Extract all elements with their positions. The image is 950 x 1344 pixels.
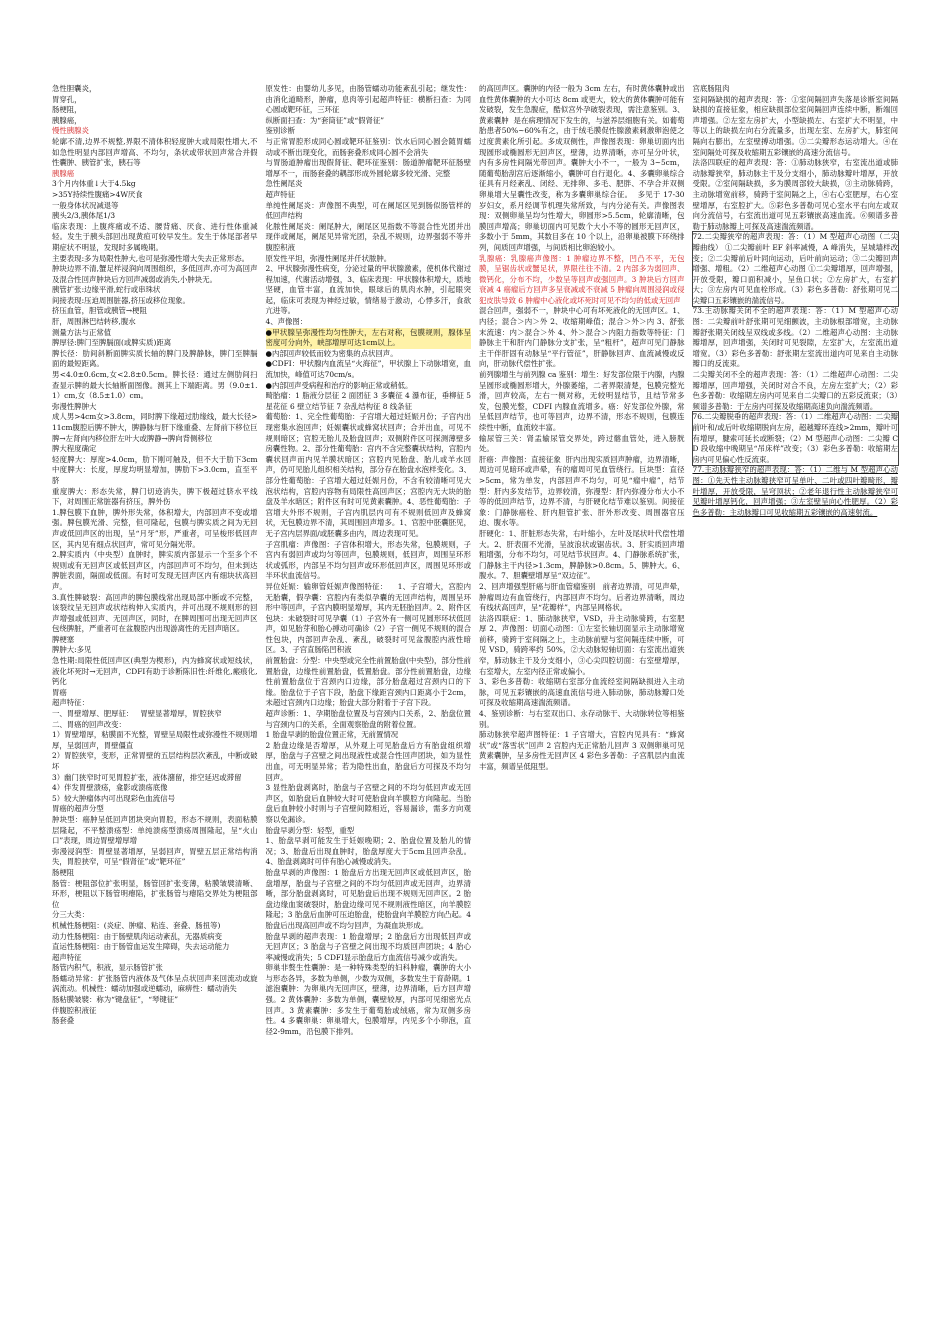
paragraph: 子宫肌瘤：声像图：子宫体积增大，形态失常，包膜规则，子宫内有弱回声或均匀等回声，包膜规则，低回声，周围呈环形状或弧形，内部呈不均匀回声或环形低回声区，周围见环形或半环状血流信号。 — [265, 539, 471, 581]
paragraph: 肠管内积气，积液，显示肠管扩张 — [52, 963, 163, 973]
paragraph: 超声诊断：1、孕期胎盘位置及与宫颈内口关系，2、胎盘位置与宫颈内口的关系，全面观察胎盘的附着位置。 — [265, 709, 471, 729]
paragraph: 胃穿孔， — [52, 94, 82, 104]
paragraph: 前列腺增生与前列腺 ca 鉴别：增生：好发部位限于内腺，内腺呈圆形或椭圆形增大，外腺萎缩，二者界限清楚，包膜完整光滑，回声较高，左右一侧对称，无较明显结节，且结节常多发，包膜光整，CDFI 内腺血流增多。癌：好发部位外腺，常呈低回声结节，也可等回声，边界不清，形态不规则，包膜连续性中断，血流较丰富。 — [479, 370, 685, 432]
paragraph: 1 胎盘早剥的胎盘位置正常，无前置情况 — [265, 730, 399, 740]
paragraph: 脾厚径:脾门至脾膈面(或脾实质)距离 — [52, 338, 172, 348]
paragraph: 肠梗阻， — [52, 105, 82, 115]
paragraph: 间接表现:压迫周围脏器,挤压或移位现象。 — [52, 295, 190, 305]
paragraph: 测量方法与正常值 — [52, 327, 112, 337]
paragraph: 脾梗塞 — [52, 634, 75, 644]
document-page — [52, 84, 898, 1264]
paragraph: 肝硬化：1、肝脏形态失常，右叶缩小，左叶及尾状叶代偿性增大。2、肝表面不光滑，呈波浪状或锯齿状。3、肝实质回声增粗增强，分布不均匀，可见结节状回声。4、门静脉系统扩张，门静脉主干内径>1.3cm，脾静脉>0.8cm。5、脾肿大。6、腹水。7、胆囊壁增厚呈“双边征”。 — [479, 528, 685, 581]
paragraph: 乳腺癌：乳腺癌声像图：1 肿瘤边界不整，凹凸不平，无包膜，呈锯齿状或蟹足状，界限往往不清。2 内部多为弱回声、微钙化，分布不均，少数呈等回声或强回声。3 肿块后方回声衰减 4 癌瘤后方回声多呈衰减或不衰减 5 肿瘤向周围浸润或侵犯皮肤导致 6 肿瘤中心液化或坏死时可见不均匀的低或无回声 — [479, 253, 685, 305]
paragraph: 室间隔缺损的超声表现：答：①室间隔回声失落是诊断室间隔缺损的直接征象，相应缺损部位室间隔回声连续中断，断端回声增强。②左室左房扩大，小型缺损左、右室扩大不明显，中等以上的缺损左向右分流量多，出现左室、左房扩大，肺室间隔向右膨出，左室壁搏动增强。③二尖瓣形态运动增大。④在室间隔处可探及收缩期五彩镶嵌的高速分流信号。 — [692, 94, 898, 157]
paragraph: 胰腺癌， — [52, 115, 82, 125]
paragraph: 轻度脾大：厚度>4.0cm，肋下刚可触及，但不大于肋下3cm中度脾大：长度，厚度均明显增加，脾肋下>3.0cm，直至平脐 — [52, 454, 258, 485]
paragraph: 4、声像图： — [265, 317, 308, 327]
paragraph: 脾肿大:多见 — [52, 645, 92, 655]
paragraph: 与胃肠道肿瘤出现假肾征、靶环征鉴别：肠道肿瘤靶环征肠壁增厚不一，而肠套叠的耦部形成外圆轮廓多较光滑、完整 — [265, 158, 471, 178]
paragraph: 法洛四联症的超声表现：答：①肺动脉狭窄，右室流出道或肺动脉瓣狭窄，肺动脉主干及分支细小，肺动脉瓣叶增厚，开放受限。②室间隔缺损，多为膜周部较大缺损，③主动脉骑跨，主动脉增宽前移，骑跨于室间隔之上，④右心室肥厚，右心室壁增厚，右室腔扩大。⑤彩色多普勒可见心室水平右向左或双向分流信号，右室流出道可见五彩镶嵌高速血流。⑥频谱多普勒于肺动脉瓣上可探及高速湍流频谱。 — [692, 158, 898, 231]
paragraph: 分三大类： — [52, 910, 89, 920]
paragraph: 慢性胰腺炎 — [52, 126, 89, 136]
paragraph: 2.脾实质内（中央型）血肿时，脾实质内部显示一个至多个不规则或有无回声区或低回声区，内部回声可不均匀，但未到达脾脏表面，隔面或低面。有时可发现无回声区内有细块状高回声。 — [52, 550, 258, 591]
paragraph: >35Y持续性腹痛>4W厌食 — [52, 189, 143, 199]
paragraph: 急性胆囊炎， — [52, 84, 97, 93]
paragraph: 肺动脉狭窄超声图特征：1 子宫增大，宫腔内见具有：“蜂窝状”或“落雪状”回声 2 宫腔内无正常胎儿回声 3 双侧卵巢可见黄素囊肿，呈多房性无回声区 4 彩色多普勒：子宫肌层内血流丰富，频谱呈低阻型。 — [479, 730, 685, 771]
paragraph: 胰管扩张:边缘平滑,蛇行或串珠状 — [52, 285, 161, 295]
text-column-3 — [479, 84, 685, 1264]
paragraph: 肠粘膜皱襞：称为“键盘征”，“琴键征” — [52, 995, 178, 1005]
paragraph: 单纯性阑尾炎：声像图不典型，可在阑尾区见到肠似肠管样的低回声结构 — [265, 200, 471, 221]
paragraph: 的高回声区。囊肿的内径一般为 3cm 左右，有时黄体囊肿或出血性黄体囊肿的大小可达 8cm 或更大，较大的黄体囊肿可能有发破裂，发生急腹症，酷似宫外孕破裂表现，需注意鉴别。3、黄素囊肿 是在病理情况下发生的，与滋养层细胞有关。如葡萄胎患者50%~60%有之，由于绒毛膜促性腺激素刺激卵泡使之过度黄素化所引起。多成双侧性，声像图表现：卵巢切面内出现圆形或椭圆形无回声区，壁薄，边界清晰，亦可呈分叶状，内有多房性间隔光带回声。囊肿大小不一，一般为 3~5cm，随葡萄胎刮宫后逐渐缩小，囊肿可自行退化。4、多囊卵巢综合征具有月经紊乱、闭经、无排卵、多毛、肥胖、不孕合并双侧卵巢增大呈囊性改变，称为多囊卵巢综合征。 多见于 17-30 岁妇女，系月经调节机理失常所致，与内分泌有关。声像图表现：双侧卵巢呈均匀性增大，卵圆形>5.5cm，轮廓清晰，包膜回声增高；卵巢切面内可见数个大小不等的圆形无回声区，多数小于 5mm，其数目多在 10 个以上，沿卵巢被膜下环绕排列，间质回声增强，与间质相比卵泡较小。 — [479, 84, 687, 252]
paragraph: 胰头2/3,胰体尾1/3 — [52, 211, 116, 221]
paragraph: 4）伴发胃壁溃疡，龛影或溃疡底像 — [52, 783, 168, 793]
paragraph: 主要表现:多为局限性肿大,也可是弥漫性增大失去正常形态。 — [52, 253, 249, 263]
paragraph: 伴腹腔积液征 — [52, 1005, 97, 1015]
paragraph: 1、胎盘早剥可能发生于妊娠晚期；2、胎盘位置及胎儿的情况；3、胎盘后出现血肿时，胎盘厚度大于5cm且回声杂乱。4、胎盘剥离时可伴有胎心减慢或消失。 — [265, 836, 471, 867]
paragraph: 3.真性脾破裂：高回声的脾包膜线常出现局部中断或不完整，该裂纹呈无回声或状结构伸入实质内，并可出现不规则形的回声增强或低回声、无回声区，同时，在脾周围可出现无回声区包绕脾脏，严重者可在盆腹腔内出现游离性的无回声暗区。 — [52, 592, 258, 634]
paragraph: 3个月内体重↓大于4.5kg — [52, 179, 136, 189]
paragraph: 异位妊娠：输卵管妊娠声像图特征： 1、子宫增大，宫腔内无胎囊，假孕囊：宫腔内有类似孕囊的无回声结构，周围呈环形中等回声，子宫内膜明显增厚，其内无胚胎回声。2、附件区包块：未破裂时可见孕囊（1）子宫外有一侧可见圆形环状低回声，如见胎芽和胎心搏动可确诊（2）子宫一侧见不规则的混合性包块，内部回声杂乱、紊乱，破裂时可见盆腹腔内液性暗区。3、子宫直肠陷凹积液 — [265, 581, 471, 655]
paragraph: 2、回声增强型肝癌与肝血管瘤鉴别 前者边界清，可见声晕，肿瘤周边有血管绕行，内部回声不均匀。后者边界清晰，周边有线状高回声，呈“花瓣样”，内部呈网格状。 — [479, 581, 685, 613]
paragraph: 3）幽门狭窄时可见胃腔扩张，液体潴留，排空延迟或滞留 — [52, 772, 242, 782]
paragraph: 肠蠕动异常：扩张肠管内液体及气体呈点状回声来回流动或旋涡流动。机械性：蠕动加强或逆蠕动，麻痹性：蠕动消失 — [52, 973, 258, 994]
paragraph: 脾大程度确定 — [52, 444, 97, 454]
paragraph: 胰腺癌 — [52, 168, 75, 178]
paragraph: 挤压血管，胆管或胰管→梗阻 — [52, 306, 147, 316]
paragraph: 胃癌 — [52, 687, 67, 697]
paragraph: 肠套叠 — [52, 1016, 75, 1026]
paragraph: 一、胃壁增厚、肥厚征： 胃壁显著增厚，胃腔狭窄 — [52, 709, 222, 719]
paragraph: 男<4.0±0.6cm,女<2.8±0.5cm。脾长径：通过左侧肋间扫查显示脾的最大长轴断面图像。测其上下端距离。男（9.0±1.1）cm,女（8.5±1.0）cm。 — [52, 370, 258, 401]
paragraph: 肝，周围淋巴结转移,腹水 — [52, 317, 136, 327]
paragraph: 超声特征： — [52, 698, 89, 708]
paragraph: ●CDFI：甲状腺内血流呈“火海征”，甲状腺上下动脉增宽，血流加快，峰值可达70cm/s。 — [265, 359, 471, 380]
paragraph: 超声特征 — [265, 189, 296, 199]
paragraph: 胎盘早剥分型：轻型，重型 — [265, 825, 355, 835]
text-column-1 — [52, 84, 258, 1264]
paragraph: 二尖瓣关闭不全的超声表现：答：（1）二维超声心动图：二尖瓣增厚，回声增强，关闭时对合不良，左房左室扩大；（2）彩色多普勒：收缩期左房内可见来自二尖瓣口的五彩反流束；（3）频谱多普勒：于左房内可探及收缩期高速负向湍流频谱。 — [692, 370, 898, 411]
paragraph: 宫底肠阻肉 — [692, 84, 730, 93]
paragraph: 重度脾大：形态失常，脾门切迹消失，脾下极超过脐水平线下，对周围正常脏器有挤压，脾外伤 — [52, 486, 258, 507]
paragraph: 直运性肠梗阻：由于肠管血运发生障碍，失去运动能力 — [52, 942, 230, 952]
paragraph: ●甲状腺呈弥漫性均匀性肿大，左右对称，包膜规则，腺体呈密度可分向外，峡部增厚可达1cm以上。 — [265, 327, 471, 348]
paragraph: ●内部回声较低而较为密集的点状回声。 — [265, 348, 398, 358]
paragraph: 1）胃壁增厚，粘膜面不光整，胃壁呈局限性或弥漫性不规则增厚，呈弱回声，胃壁僵直 — [52, 730, 258, 750]
paragraph: 纵断面扫查：为“套筒征”或“假肾征” — [265, 115, 385, 125]
text-column-2 — [266, 84, 472, 1264]
paragraph: 临床表现：上腹疼痛或不适、腰背痛、厌食、进行性体重减轻。发生于胰头部回出现黄疸可较早发生。发生于体尾部者早期症状不明显，发现时多属晚期。 — [52, 221, 258, 252]
paragraph: 急性期:局限性低回声区(典型为楔形)，内为蜂窝状或短线状，液化坏死时→无回声，CDFI有助于诊断陈旧性:纤维化,瘢痕化,钙化 — [52, 656, 258, 687]
paragraph: 76.二尖瓣脱垂的超声表现：答：（1）二维超声心动图：二尖瓣前叶和/或后叶收缩期脱向左房，超越瓣环连线>2mm，瓣叶可有增厚，腱索可延长或断裂；（2）M 型超声心动图：二尖瓣 CD 段收缩中晚期呈“吊床样”改变；（3）彩色多普勒：收缩期左房内可见偏心性反流束。 — [692, 412, 898, 464]
paragraph: 法洛四联症：1、肺动脉狭窄，VSD，升主动脉骑跨，右室肥厚 2、声像图：切面心动图：①左室长轴切面显示主动脉增宽前移，骑跨于室间隔之上，主动脉前壁与室间隔连续中断，可见 VSD，骑跨率约 50%，②大动脉短轴切面：右室流出道狭窄，肺动脉主干及分支细小，③心尖四腔切面：右室壁增厚，右室增大，左室内径正常或偏小。 — [479, 613, 685, 676]
paragraph: 与正常胃腔形成同心圆或靶环征鉴别：饮水后同心圆会随胃蠕动或不断出现变化，而肠套叠形成同心圆不会消失 — [265, 136, 471, 157]
paragraph: 卵巢非赘生性囊肿：是一种特殊类型的妇科肿瘤，囊肿的大小与形态各异，多数为单侧，少数为双侧，多数发生于育龄期。1 滤泡囊肿：为卵巢内无回声区，壁薄，边界清晰，后方回声增强。2 黄体囊肿：多数为单侧，囊壁较厚，内部可见细密光点回声。3 黄素囊肿：多发生于葡萄胎或绒癌，常为双侧多房性。4 多囊卵巢：卵巢增大，包膜增厚，内见多个小卵泡，直径2-9mm，沿包膜下排列。 — [265, 963, 474, 1036]
paragraph: 2、甲状腺弥漫性病变，分泌过量的甲状腺激素，使机体代谢过程加速，代谢活动增强，3、临床表现：甲状腺体积增大，质地坚硬，血管丰富，血流加快，眼球后的肌肉水肿，引起眼突起，临床可表现为神经过敏，情绪易于激动，心悸多汗，食欲亢进等。 — [265, 264, 471, 316]
paragraph: 3、彩色多普勒：收缩期右室部分血流经室间隔缺损进入主动脉，可见五彩镶嵌的高速血流信号进入肺动脉，肺动脉瓣口处可探及收缩期高速湍流频谱。 — [479, 677, 685, 708]
paragraph: 胎盘早剥的声像图：1 胎盘后方出现无回声区或低回声区，胎盘增厚，胎盘与子宫壁之间的不均匀低回声或无回声，边界清晰，部分胎盘剥离时，可见胎盘后出现不规则无回声区。2 胎盘边缘血窦破裂时，胎盘边缘可见不规则液性暗区，向羊膜腔隆起；3 胎盘后血肿可压迫胎盘，使胎盘向羊膜腔方向凸起。4 胎盘后出现高回声或不均匀回声，为凝血块形成。 — [265, 867, 474, 930]
paragraph: 葡萄胎：1、完全性葡萄胎：子宫增大超过妊娠月份；子宫内出现密集水泡回声；妊娠囊状或蜂窝状回声；合并出血，可见不规则暗区；宫腔无胎儿及胎盘回声；双侧附件区可探测薄壁多房囊性物。2、部分性葡萄胎：宫内不含完整囊状结构，宫腔内囊状回声而内见羊膜状暗区；宫腔内见胎盘、胎儿或羊水回声，仍可见胎儿组织相关结构，部分存在胎盘水泡样变化。3、部分性葡萄胎：子宫增大超过妊娠月份，不含有较清晰可见大泡状结构，宫腔内容物有局限性高回声区；宫腔内无大块的胎盘及羊水暗区；附件区有时可见黄素囊肿。4、恶性葡萄胎：子宫增大外形不规则，子宫内肌层内可有不规则低回声及蜂窝状，无包膜边界不清，其周围回声增多。1、官腔中胚囊胚见，无子宫内层界面/或胚囊多由内，周边表现可见。 — [265, 412, 471, 538]
paragraph: 肝癌：声像图：直接征象 肝内出现实质回声肿瘤，边界清晰，周边可见暗环或声晕，有的瘤周可见血管绕行。巨块型：直径 >5cm，常为单发，内部回声不均匀，可见“瘤中瘤”，结节型：肝内多发结节，边界较清，弥漫型：肝内弥漫分布大小不等的低回声结节，边界不清，与肝硬化结节难以鉴别。间接征象：门静脉癌栓、肝内胆管扩张、肝外形改变、周围器官压迫、腹水等。 — [479, 454, 687, 528]
paragraph: 73.主动脉瓣关闭不全的超声表现：答：（1）M 型超声心动图：二尖瓣前叶舒张期可见细颤波，主动脉根部增宽，主动脉瓣舒张期关闭线呈双线或多线。（2）二维超声心动图：主动脉瓣增厚，回声增强，关闭时可见裂隙，左室扩大，左室流出道增宽。（3）彩色多普勒：舒张期左室流出道内可见来自主动脉瓣口的反流束。 — [692, 306, 898, 369]
paragraph: 机械性肠梗阻：(炎症、肿瘤、粘连、套叠、肠扭等) — [52, 920, 221, 930]
paragraph: 肠梗阻 — [52, 867, 75, 877]
paragraph: ●内部回声受病程和治疗的影响正常或稍低。 — [265, 380, 413, 390]
paragraph: 脾长径：肋间斜断面脾实质长轴的脾门及脾静脉，脾门至脾膈面的最短距离。 — [52, 348, 258, 369]
paragraph: 化脓性阑尾炎：阑尾肿大，阑尾区见指数不等混合性光团并出现伴或阑尾，阑尾见异常光团，杂乱不规则，边界强弱不等并腹腔积液 — [265, 221, 471, 252]
paragraph: 5）较大肿瘤体内可出现彩色血流信号 — [52, 793, 175, 803]
paragraph: 3 显性胎盘剥离时，胎盘与子宫壁之间的不均匀低回声或无回声区，如胎盘后血肿较大时可使胎盘向羊膜腔方向隆起。当胎盘后血肿较小时则与子宫壁间隙相近，容易漏诊，需多方向观察以免漏诊。 — [265, 783, 471, 824]
paragraph: 混合回声，强弱不一，肿块中心可有坏死液化的无回声区。1、内径；混合＞内＞外 2、收缩期峰值；混合＞外＞内 3、舒张末流速：内＞混合＞外 4、外＞混合＞内阻力指数等特征：门静脉主干和肝内门静脉分支扩张，呈“粗杆”，超声可见门静脉主干伴肝固有动脉呈“平行管征”，肝静脉回声、血流减慢或反向，肝动脉代偿性扩张。 — [479, 306, 685, 369]
paragraph: 2）胃腔狭窄，变形，正常胃壁的五层结构层次紊乱，中断或破坏 — [52, 751, 258, 771]
paragraph: 畸胎瘤：1 脂液分层征 2 面团征 3 多囊征 4 瀑布征，垂柳征 5 星花征 6 壁立结节征 7 杂乱结构征 8 线条征 — [265, 391, 474, 411]
paragraph: 肿块型：癌肿呈低回声团块突向胃腔，形态不规则，表面粘膜层隆起，不平整溃疡型：单纯溃疡型溃疡周围隆起，呈“火山口”表现，周边胃壁增厚增 — [52, 814, 258, 846]
paragraph: 原发性：由婴幼儿多见，由肠管蠕动功能紊乱引起；继发性：由消化道畸形，肿瘤，息肉等引起超声特征：横断扫查：为同心圆或靶环征，三环征 — [265, 84, 471, 115]
paragraph: 1.脾包膜下血肿，脾外形失常，体积增大，内部回声不变或增强。脾包膜光滑、完整，但可隆起，包膜与脾实质之间为无回声或低回声区的出现，呈“月牙”形，严重者，可呈梭形低回声区，其内见有细点状回声，常可见分隔光带。 — [52, 507, 258, 549]
paragraph: 2 胎盘边缘是否增厚，从外观上可见胎盘后方有胎盘组织增厚，胎盘与子宫壁之间出现液性或混合性回声团块，如为显性出血，可无明显异常；若为隐性出血，胎盘后方可探及不均匀回声。 — [265, 740, 471, 782]
paragraph: 弥漫性脾肿大 — [52, 401, 97, 411]
paragraph: 动力性肠梗阻：由于肠壁肌肉运动紊乱，无器质病变 — [52, 931, 222, 941]
paragraph: 前置胎盘：分型：中央型或完全性前置胎盘(中央型)，部分性前置胎盘，边缘性前置胎盘，低置胎盘。部分性前置胎盘，边缘性前置胎盘位于宫颈内口边缘，部分胎盘超过宫颈内口的下缘。胎盘位于子宫下段，胎盘下缘距宫颈内口距离小于2cm，未超过宫颈内口边缘；胎盘大部分附着于子宫下段。 — [265, 656, 471, 708]
paragraph: 胃癌的超声分型 — [52, 804, 104, 814]
paragraph: 胎盘早剥的超声表现：1 胎盘增厚；2 胎盘后方出现低回声或无回声区；3 胎盘与子宫壁之间出现不均质回声团块；4 胎心率减慢或消失；5 CDFI显示胎盘后方血流信号减少或消失。 — [265, 931, 471, 962]
paragraph: 4、鉴别诊断：与右室双出口、永存动脉干、大动脉转位等相鉴别。 — [479, 709, 685, 729]
paragraph: 二、胃癌的回声改变： — [52, 719, 126, 729]
paragraph: 输尿管三关：肾盂输尿管交界处，跨过髂血管处，进入膀胱处。 — [479, 433, 685, 454]
text-column-4 — [693, 84, 899, 1264]
paragraph: 超声特征 — [52, 952, 82, 962]
paragraph: 72.二尖瓣狭窄的超声表现：答：（1）M 型超声心动图（二尖瓣曲线） ①二尖瓣前叶 EF 斜率减慢，A 峰消失，呈城墙样改变；②二尖瓣前后叶同向运动，后叶前向运动；③二尖瓣回声增强、增粗。（2）二维超声心动图 ①二尖瓣增厚，回声增强，开放受限，瓣口面积减小，呈鱼口状；②左房扩大，右室扩大；③左房内可见血栓形成。（3）彩色多普勒：舒张期可见二尖瓣口五彩镶嵌的湍流信号。 — [692, 232, 898, 305]
paragraph: 急性阑尾炎 — [265, 179, 303, 189]
paragraph: 原发性平坦，弥漫性阑尾并仟状脓肿。 — [265, 253, 392, 263]
paragraph: 肿块边界不清,蟹足样浸润向周围组织，多低回声,亦可为高回声及混合性回声肿块后方回声减弱或消失,小肿块无。 — [52, 264, 258, 284]
paragraph: 轮廓不清,边界不规整,界限不清体积轻度肿大或局限性增大,不如急性明显内部回声增高、不均匀，条状或带状回声常合并假性囊肿、胰管扩张，胰石等 — [52, 136, 258, 168]
paragraph: 一般身体状况减退等 — [52, 200, 119, 210]
paragraph: 肠管：梗阻部位扩张明显，肠管回扩张变薄，粘膜皱襞清晰、环形，梗阻以下肠管明瘪陷，扩张肠管与瘪陷交界处为梗阻部位 — [52, 878, 258, 909]
paragraph: 成人男>4cm女>3.8cm，同时脾下缘超过肋缘线，最大长径>11cm腹腔后脾不肿大，脾静脉与肝下缘重叠、左肾前下移位巨脾→左肾向内移位肝左叶大或脾静→脾向背侧移位 — [52, 412, 258, 443]
paragraph: 弥漫浸润型：胃壁显著增厚，呈弱回声，胃壁五层正常结构消失，胃腔狭窄，可呈“假肾征”或“靶环征” — [52, 846, 258, 867]
paragraph: 鉴别诊断 — [265, 126, 296, 136]
paragraph: 77.主动脉瓣狭窄的超声表现：答：（1）二维与 M 型超声心动图：①先天性主动脉瓣狭窄可呈单叶、二叶或四叶瓣畸形，瓣叶增厚，开放受限，呈穹顶状；②老年退行性主动脉瓣狭窄可见瓣叶增厚钙化，回声增强；③左室壁呈向心性肥厚。（2）彩色多普勒：主动脉瓣口可见收缩期五彩镶嵌的高速射流。 — [692, 465, 898, 517]
